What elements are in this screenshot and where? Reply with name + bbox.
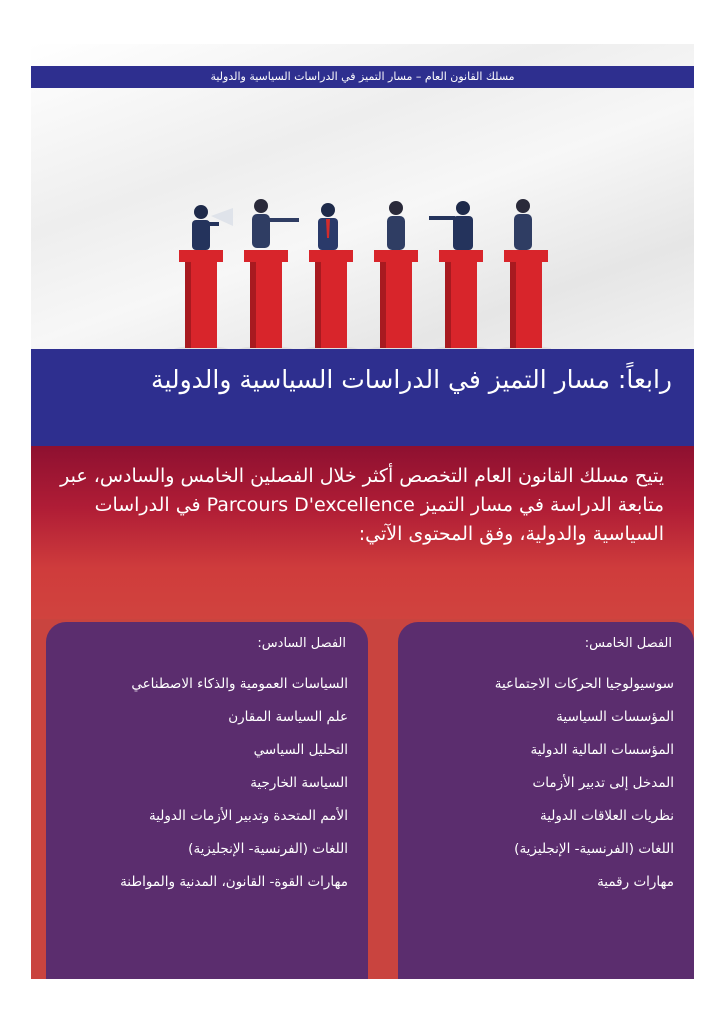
list-item: المؤسسات المالية الدولية	[530, 742, 674, 758]
fifth-semester-card	[398, 622, 694, 979]
sixth-semester-card	[46, 622, 368, 979]
sixth-semester-list	[54, 668, 348, 899]
list-item: التحليل السياسي	[253, 742, 348, 758]
list-item: المدخل إلى تدبير الأزمات	[532, 775, 674, 791]
list-item: مهارات القوة- القانون، المدنية والمواطنة	[120, 874, 348, 890]
list-item: السياسة الخارجية	[250, 775, 348, 791]
list-item: علم السياسة المقارن	[228, 709, 348, 725]
list-item: سوسيولوجيا الحركات الاجتماعية	[494, 676, 674, 692]
fifth-semester-title: الفصل الخامس:	[584, 636, 672, 651]
list-item: نظريات العلاقات الدولية	[539, 808, 674, 824]
title-band	[31, 349, 694, 446]
fifth-semester-list	[406, 668, 674, 899]
list-item: السياسات العمومية والذكاء الاصطناعي	[131, 676, 348, 692]
list-item: اللغات (الفرنسية- الإنجليزية)	[188, 841, 348, 857]
debate-podiums-illustration	[171, 194, 551, 354]
list-item: اللغات (الفرنسية- الإنجليزية)	[514, 841, 674, 857]
page-title: رابعاً: مسار التميز في الدراسات السياسية والدولية	[151, 365, 672, 394]
list-item: مهارات رقمية	[597, 874, 674, 890]
header-bar	[31, 66, 694, 88]
brochure-page	[31, 44, 694, 979]
podiums	[179, 250, 548, 348]
list-item: الأمم المتحدة وتدبير الأزمات الدولية	[148, 808, 348, 824]
sixth-semester-title: الفصل السادس:	[257, 636, 346, 651]
speaker-figures	[192, 199, 532, 250]
list-item: المؤسسات السياسية	[556, 709, 674, 725]
intro-paragraph: يتيح مسلك القانون العام التخصص أكثر خلال الفصلين الخامس والسادس، عبر متابعة الدراسة في مسار التميز Parcours D'excellence في الدراسات السياسية والدولية، وفق المحتوى الآتي:	[60, 465, 664, 545]
header-text: مسلك القانون العام – مسار التميز في الدراسات السياسية والدولية	[210, 70, 515, 83]
hero-section	[31, 44, 694, 349]
